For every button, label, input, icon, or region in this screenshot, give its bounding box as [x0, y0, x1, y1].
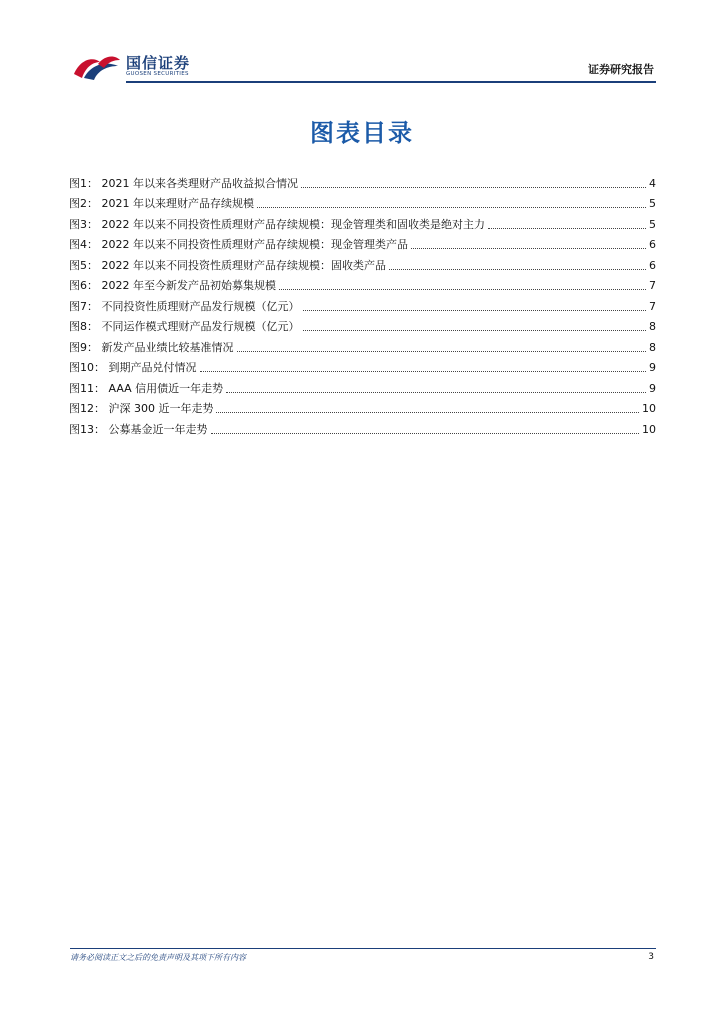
toc-entry-page: 10	[642, 402, 656, 415]
toc-dot-leader	[226, 391, 646, 393]
toc-entry-page: 4	[649, 176, 656, 190]
toc-entry-page: 10	[642, 422, 656, 436]
toc-dot-leader	[279, 288, 646, 290]
toc-entry[interactable]	[69, 396, 656, 417]
toc-dot-leader	[200, 370, 647, 372]
toc-entry-page: 9	[649, 381, 656, 395]
toc-entry[interactable]	[69, 273, 656, 294]
toc-dot-leader	[488, 227, 646, 229]
toc-entry-page: 7	[649, 279, 656, 292]
logo-english-name: GUOSEN SECURITIES	[126, 71, 189, 77]
toc-dot-leader	[303, 329, 647, 331]
toc-dot-leader	[216, 411, 639, 413]
toc-entry[interactable]	[69, 375, 656, 396]
toc-entry-label: 图11： AAA 信用债近一年走势	[69, 381, 224, 395]
toc-entry-page: 9	[649, 361, 656, 374]
toc-entry-page: 6	[649, 238, 656, 251]
toc-entry-label: 图5： 2022 年以来不同投资性质理财产品存续规模：固收类产品	[69, 258, 386, 272]
toc-entry[interactable]	[69, 334, 656, 355]
toc-entry[interactable]	[69, 191, 656, 212]
toc-entry[interactable]	[69, 170, 656, 191]
toc-entry-label: 图6： 2022 年至今新发产品初始募集规模	[69, 279, 276, 292]
toc-entry-page: 6	[649, 258, 656, 272]
report-type: 证券研究报告	[588, 63, 654, 76]
toc-entry-label: 图4： 2022 年以来不同投资性质理财产品存续规模：现金管理类产品	[69, 238, 408, 251]
company-logo	[70, 50, 210, 84]
toc-entry-label: 图7： 不同投资性质理财产品发行规模（亿元）	[69, 299, 300, 313]
page-header	[70, 50, 656, 84]
toc-entry[interactable]	[69, 355, 656, 376]
toc-entry[interactable]	[69, 232, 656, 253]
toc-entry-page: 7	[649, 299, 656, 313]
toc-dot-leader	[211, 432, 640, 434]
toc-entry-label: 图13： 公募基金近一年走势	[69, 422, 208, 436]
toc-dot-leader	[301, 186, 646, 188]
toc-entry-page: 8	[649, 340, 656, 354]
toc-entry-label: 图8： 不同运作模式理财产品发行规模（亿元）	[69, 320, 300, 333]
toc-entry[interactable]	[69, 416, 656, 437]
footer-divider	[70, 948, 656, 949]
toc-entry-label: 图12： 沪深 300 近一年走势	[69, 402, 214, 415]
toc-dot-leader	[303, 309, 647, 311]
header-divider	[126, 81, 656, 83]
toc-entry-page: 5	[649, 197, 656, 210]
toc-entry-label: 图9： 新发产品业绩比较基准情况	[69, 340, 234, 354]
logo-chinese-name: 国信证券	[126, 54, 191, 72]
toc-dot-leader	[257, 206, 646, 208]
toc-entry-label: 图3： 2022 年以来不同投资性质理财产品存续规模：现金管理类和固收类是绝对主力	[69, 217, 485, 231]
table-of-figures	[69, 170, 656, 437]
toc-entry-page: 5	[649, 217, 656, 231]
toc-entry[interactable]	[69, 293, 656, 314]
guosen-logo-icon	[70, 52, 124, 82]
toc-entry[interactable]	[69, 252, 656, 273]
toc-entry-label: 图1： 2021 年以来各类理财产品收益拟合情况	[69, 176, 298, 190]
toc-dot-leader	[411, 247, 646, 249]
toc-entry-page: 8	[649, 320, 656, 333]
page-title: 图表目录	[310, 119, 414, 147]
toc-entry-label: 图10： 到期产品兑付情况	[69, 361, 197, 374]
toc-dot-leader	[389, 268, 646, 270]
page-number: 3	[648, 952, 654, 962]
footer-disclaimer: 请务必阅读正文之后的免责声明及其项下所有内容	[70, 953, 246, 962]
toc-entry[interactable]	[69, 211, 656, 232]
toc-dot-leader	[237, 350, 647, 352]
toc-entry-label: 图2： 2021 年以来理财产品存续规模	[69, 197, 254, 210]
toc-entry[interactable]	[69, 314, 656, 335]
